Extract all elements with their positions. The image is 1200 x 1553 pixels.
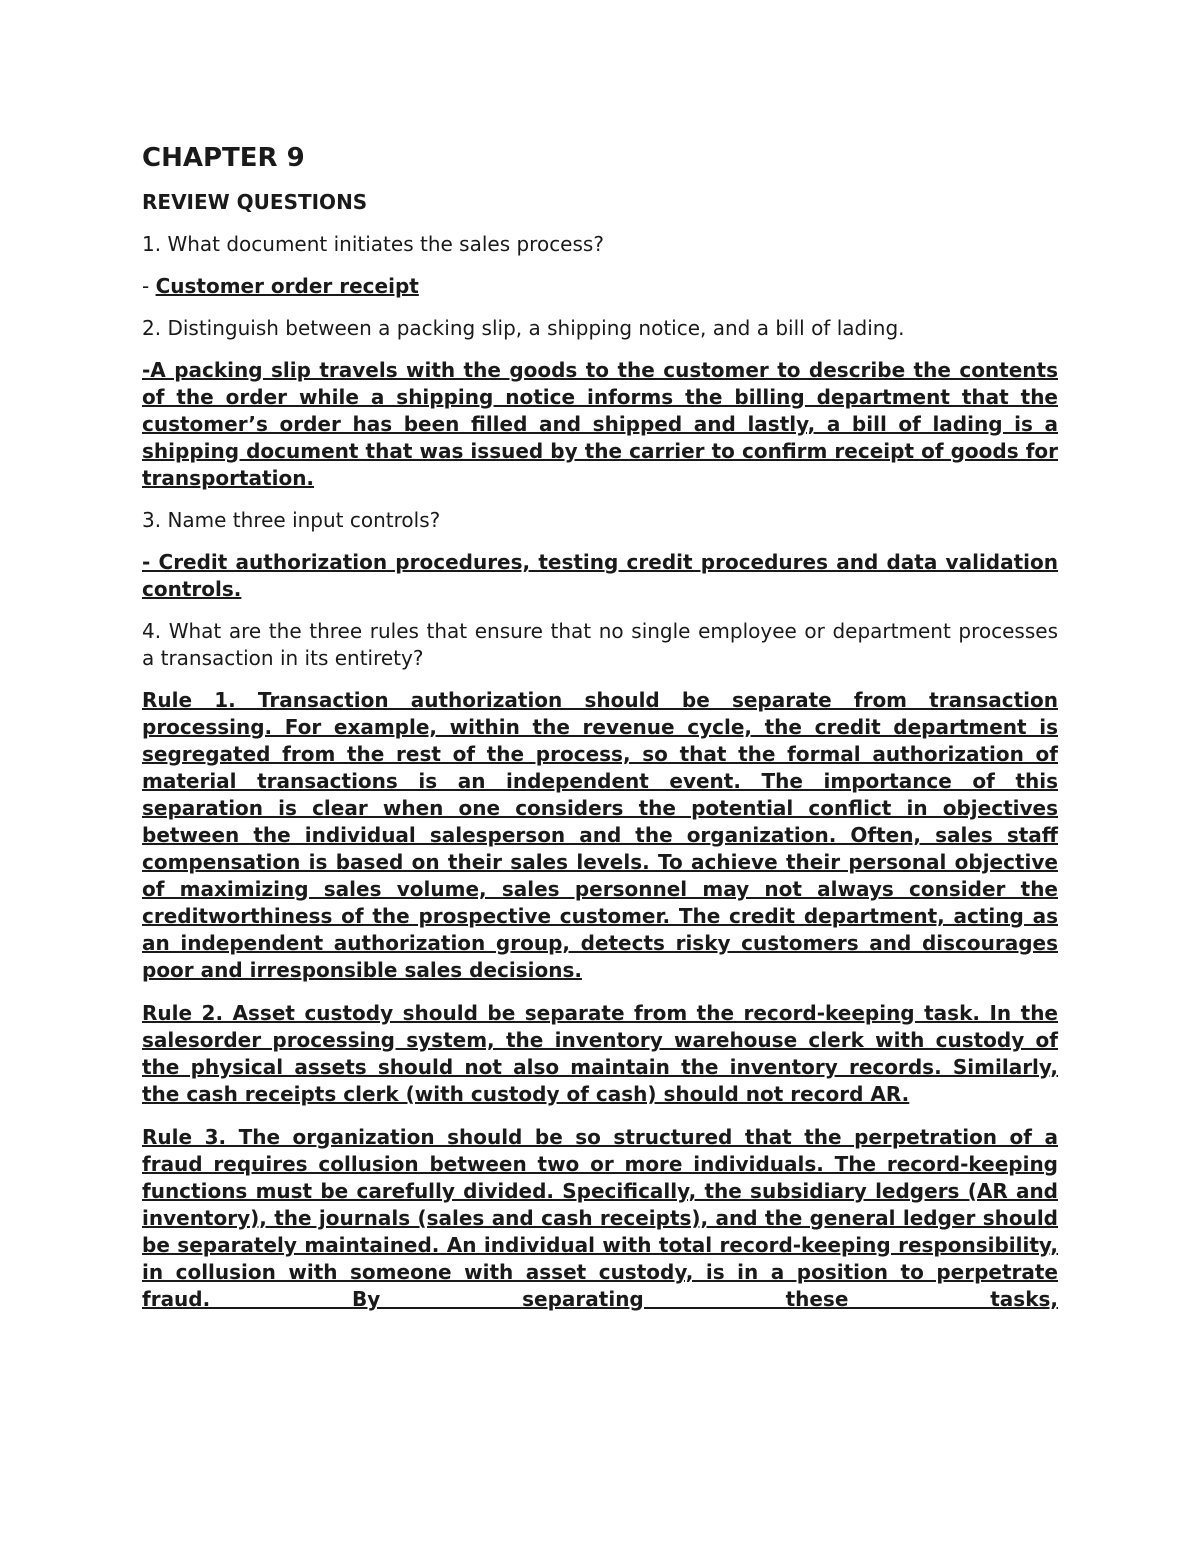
answer-4-rule-2: Rule 2. Asset custody should be separate from the record-keeping task. In the salesorder processing system, the inventory warehouse clerk with custody of the physical assets should not also maintain the inventory records. Similarly, the cash receipts clerk (with custody of cash) should not record AR.: [142, 1001, 1058, 1106]
answer-1-prefix: -: [142, 274, 156, 298]
answer-3: - Credit authorization procedures, testing credit procedures and data validation controls.: [142, 550, 1058, 601]
section-title: REVIEW QUESTIONS: [142, 190, 368, 214]
answer-4-rule-1: Rule 1. Transaction authorization should be separate from transaction processing. For example, within the revenue cycle, the credit department is segregated from the rest of the process, so that the formal authorization of material transactions is an independent event. The importance of this separation is clear when one considers the potential conflict in objectives between the individual salesperson and the organization. Often, sales staff compensation is based on their sales levels. To achieve their personal objective of maximizing sales volume, sales personnel may not always consider the creditworthiness of the prospective customer. The credit department, acting as an independent authorization group, detects risky customers and discourages poor and irresponsible sales decisions.: [142, 688, 1058, 982]
question-4: 4. What are the three rules that ensure that no single employee or department processes a transaction in its entirety?: [142, 619, 1058, 670]
question-1: 1. What document initiates the sales process?: [142, 232, 604, 256]
chapter-title: CHAPTER 9: [142, 143, 305, 173]
answer-4-rule-3: Rule 3. The organization should be so structured that the perpetration of a fraud requires collusion between two or more individuals. The record-keeping functions must be carefully divided. Specifically, the subsidiary ledgers (AR and inventory), the journals (sales and cash receipts), and the general ledger should be separately maintained. An individual with total record-keeping responsibility, in collusion with someone with asset custody, is in a position to perpetrate fraud. By separating these tasks,: [142, 1125, 1058, 1311]
answer-1-text: Customer order receipt: [155, 274, 419, 298]
answer-2: -A packing slip travels with the goods to the customer to describe the contents of the order while a shipping notice informs the billing department that the customer’s order has been filled and shipped and lastly, a bill of lading is a shipping document that was issued by the carrier to confirm receipt of goods for transportation.: [142, 358, 1058, 490]
question-3: 3. Name three input controls?: [142, 508, 441, 532]
answer-1: [142, 273, 1058, 300]
document-page: [142, 140, 1058, 1313]
question-2: 2. Distinguish between a packing slip, a shipping notice, and a bill of lading.: [142, 316, 905, 340]
